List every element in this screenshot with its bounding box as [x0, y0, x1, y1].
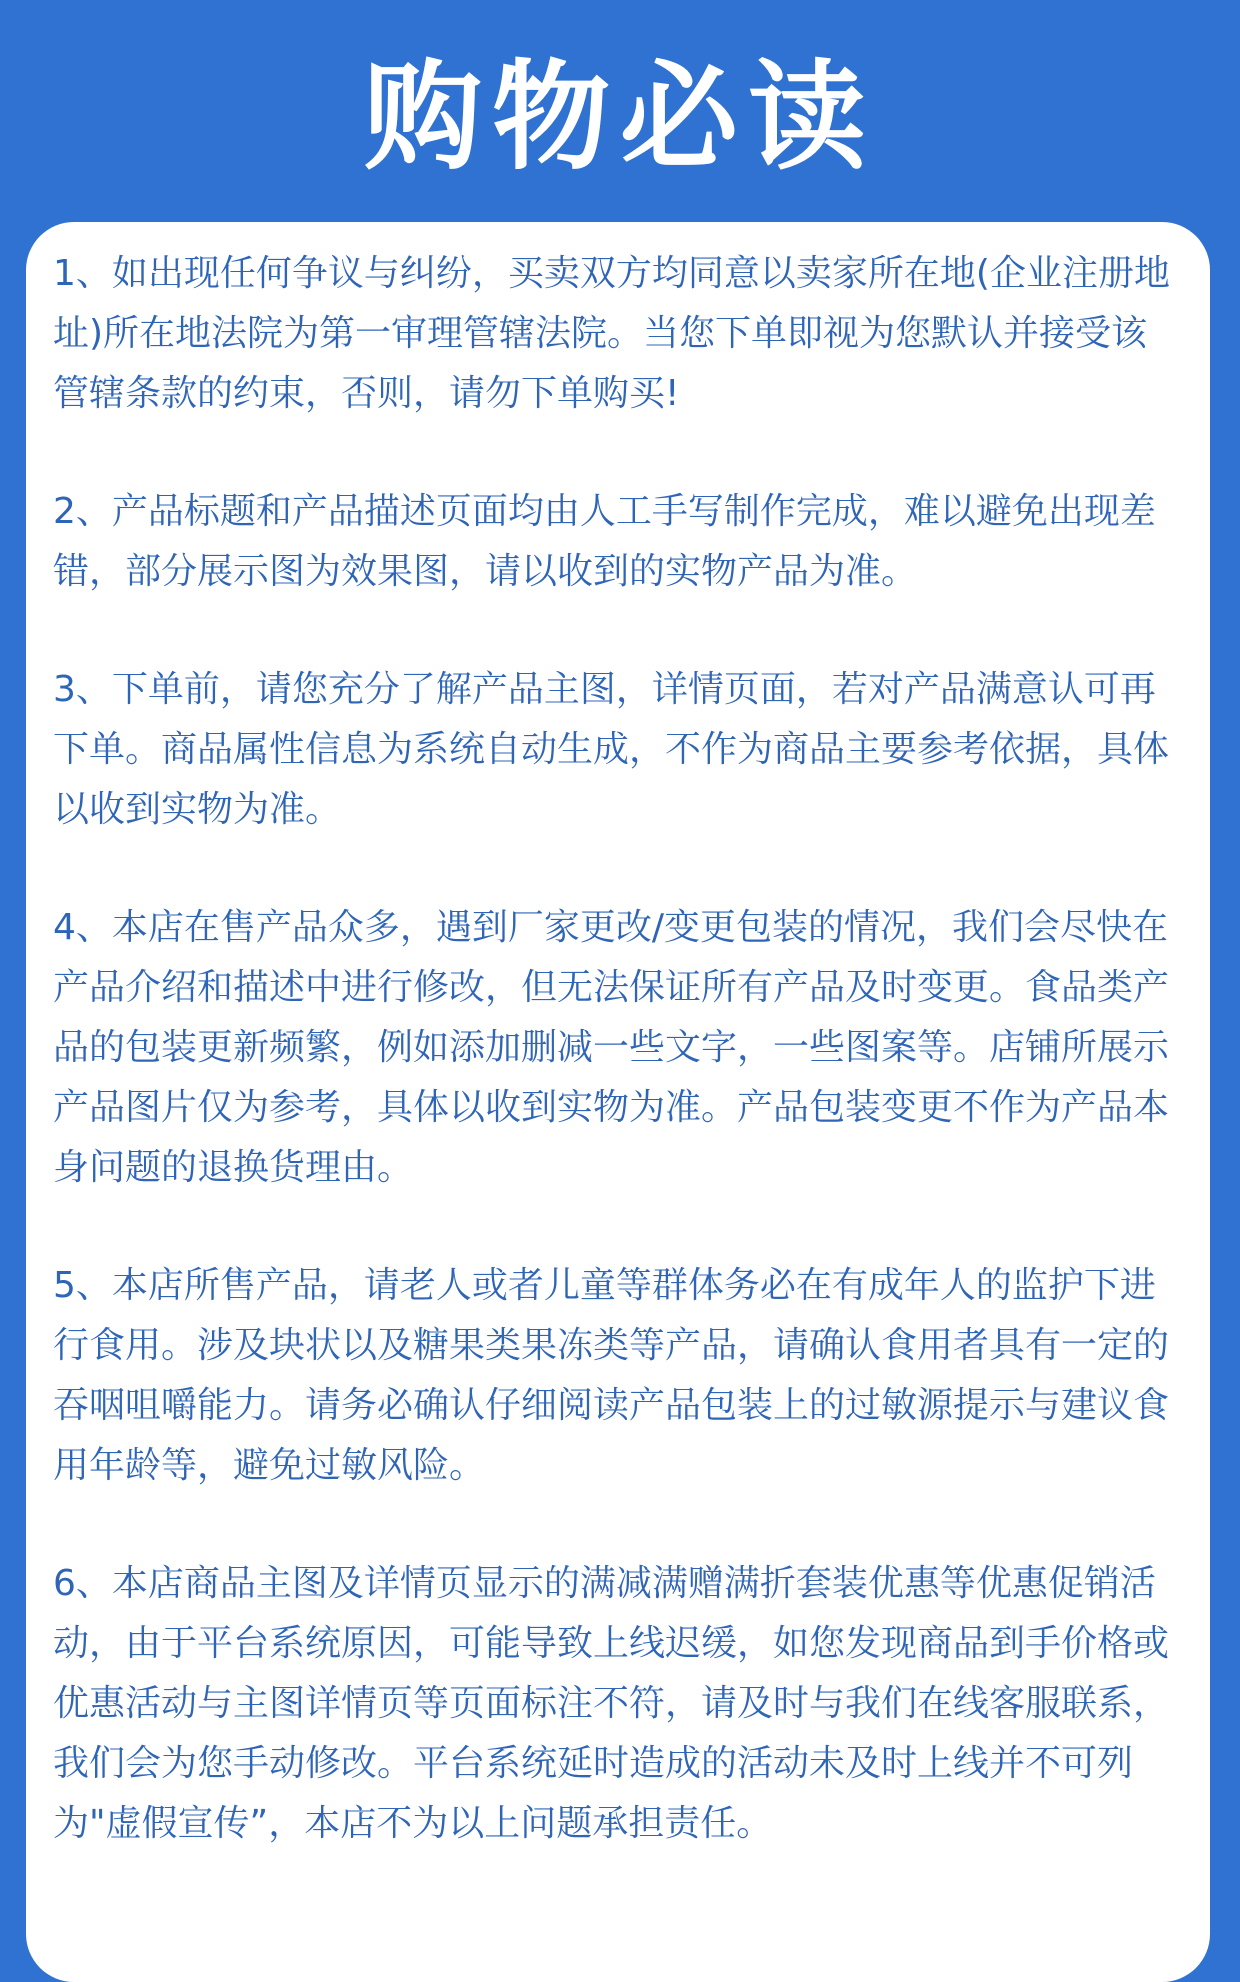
- notice-list: [53, 244, 1183, 1912]
- page-title: 购物必读: [363, 48, 876, 186]
- notice-item-4: 4、本店在售产品众多，遇到厂家更改/变更包装的情况，我们会尽快在产品介绍和描述中进行修改，但无法保证所有产品及时变更。食品类产品的包装更新频繁，例如添加删减一些文字，一些图案等。店铺所展示产品图片仅为参考，具体以收到实物为准。产品包装变更不作为产品本身问题的退换货理由。: [53, 907, 1170, 1188]
- notice-item-2: 2、产品标题和产品描述页面均由人工手写制作完成，难以避免出现差错，部分展示图为效果图，请以收到的实物产品为准。: [53, 491, 1156, 592]
- notice-card: [26, 222, 1210, 1982]
- notice-item-5: 5、本店所售产品，请老人或者儿童等群体务必在有成年人的监护下进行食用。涉及块状以及糖果类果冻类等产品，请确认食用者具有一定的吞咽咀嚼能力。请务必确认仔细阅读产品包装上的过敏源提示与建议食用年龄等，避免过敏风险。: [53, 1265, 1170, 1486]
- notice-item-6: 6、本店商品主图及详情页显示的满减满赠满折套装优惠等优惠促销活动，由于平台系统原因，可能导致上线迟缓，如您发现商品到手价格或优惠活动与主图详情页等页面标注不符，请及时与我们在线客服联系，我们会为您手动修改。平台系统延时造成的活动未及时上线并不可列为"虚假宣传”，本店不为以上问题承担责任。: [53, 1563, 1170, 1844]
- notice-item-1: 1、如出现任何争议与纠纷，买卖双方均同意以卖家所在地(企业注册地址)所在地法院为第一审理管辖法院。当您下单即视为您默认并接受该管辖条款的约束，否则，请勿下单购买!: [53, 253, 1170, 414]
- notice-item-3: 3、下单前，请您充分了解产品主图，详情页面，若对产品满意认可再下单。商品属性信息为系统自动生成，不作为商品主要参考依据，具体以收到实物为准。: [53, 669, 1170, 830]
